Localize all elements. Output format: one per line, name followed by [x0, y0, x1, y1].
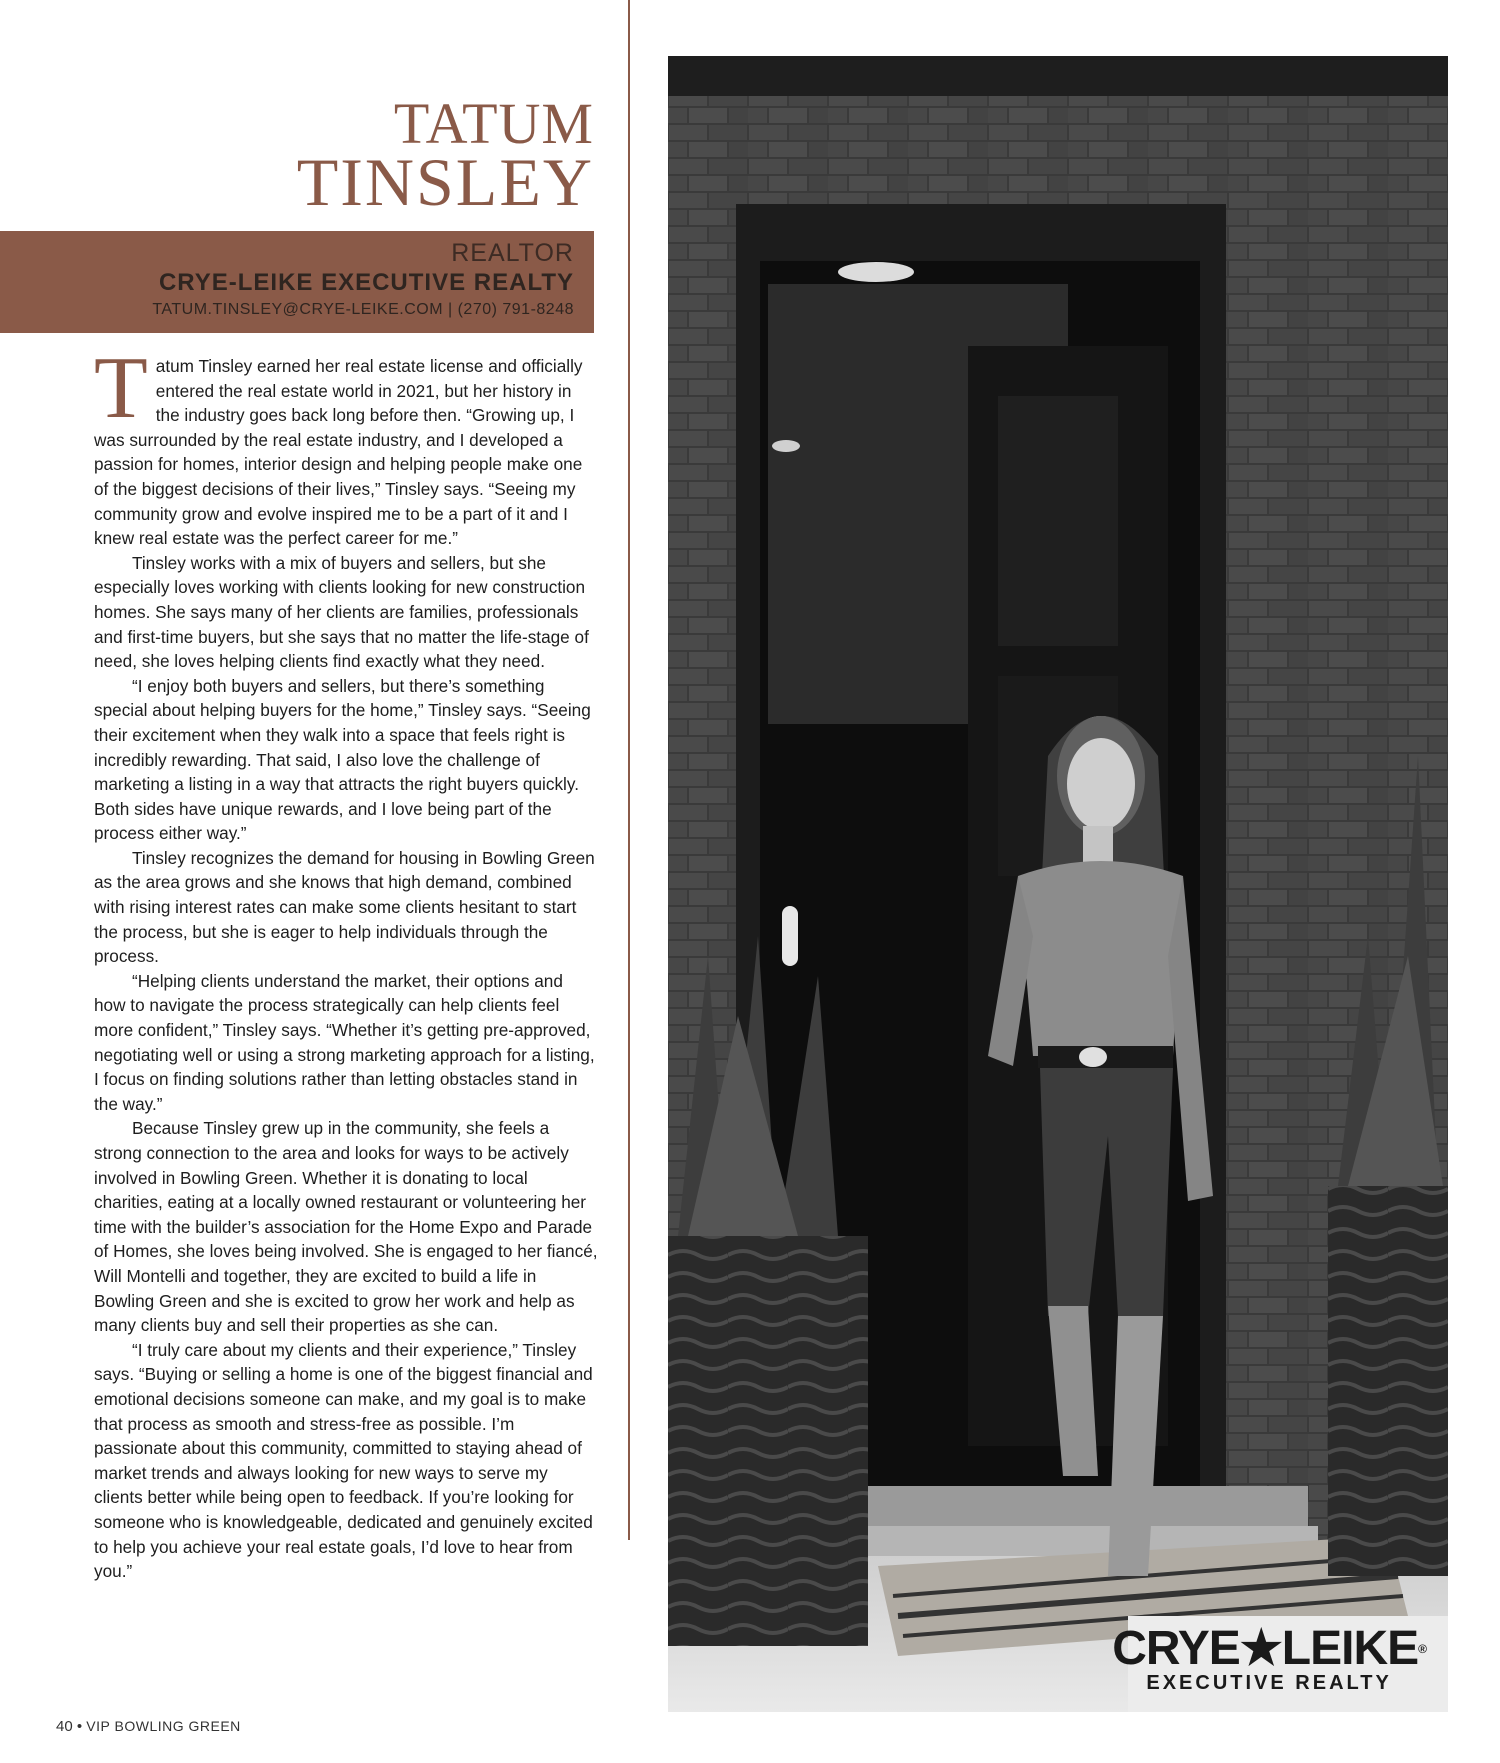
logo-registered-mark: ®: [1418, 1642, 1426, 1656]
agent-last-name: TINSLEY: [296, 144, 594, 220]
logo-subtitle: EXECUTIVE REALTY: [1146, 1672, 1392, 1694]
article-paragraph: “I truly care about my clients and their experience,” Tinsley says. “Buying or selling a home is one of the biggest financial and emotional decisions someone can make, and my goal is to make that process as smooth and stress-free as possible. I’m passionate about this community, committed to staying ahead of market trends and always looking for new ways to serve my clients better while being open to feedback. If you’re looking for someone who is knowledgeable, dedicated and genuinely excited to help you achieve your real estate goals, I’d love to hear from you.”: [94, 1339, 593, 1582]
article-paragraph: Tatum Tinsley earned her real estate license and officially entered the real estate world in 2021, but her history in the industry goes back long before then. “Growing up, I was surrounded by the real estate industry, and I developed a passion for homes, interior design and helping people make one of the biggest decisions of their lives,” Tinsley says. “Seeing my community grow and evolve inspired me to be a part of it and I knew real estate was the perfect career for me.”: [94, 340, 583, 549]
page-footer: [56, 1718, 241, 1735]
logo-wordmark: CRYE★LEIKE®: [1112, 1622, 1426, 1675]
article-paragraph: Tinsley recognizes the demand for housing in Bowling Green as the area grows and she knows that high demand, combined with rising interest rates can make some clients hesitant to start the process, but she is eager to help individuals through the process.: [94, 847, 595, 967]
footer-separator: •: [76, 1718, 83, 1735]
article-paragraph: Because Tinsley grew up in the community, she feels a strong connection to the area and looks for ways to be actively involved in Bowling Green. Whether it is donating to local charities, eating at a locally owned restaurant or volunteering her time with the builder’s association for the Home Expo and Parade of Homes, she loves being involved. She is engaged to her fiancé, Will Montelli and together, they are excited to build a life in Bowling Green and she is excited to grow her work and help as many clients buy and sell their properties as she can.: [94, 1118, 598, 1336]
article-paragraph: Tinsley works with a mix of buyers and sellers, but she especially loves working with clients looking for new construction homes. She says many of her clients are families, professionals and first-time buyers, but she says that no matter the life-stage of need, she loves helping clients find exactly what they need.: [94, 552, 589, 672]
agent-photo: [668, 56, 1448, 1712]
photo-illustration: [668, 56, 1448, 1712]
agent-contact: TATUM.TINSLEY@CRYE-LEIKE.COM | (270) 791-8248: [152, 301, 574, 318]
agent-name: [296, 91, 594, 220]
page-number: 40: [56, 1718, 73, 1735]
article-paragraph: “I enjoy both buyers and sellers, but there’s something special about helping buyers for the home,” Tinsley says. “Seeing their excitement when they walk into a space that feels right is incredibly rewarding. That said, I also love the challenge of marketing a listing in a way that attracts the right buyers quickly. Both sides have unique rewards, and I love being part of the process either way.”: [94, 675, 591, 844]
article-body: [94, 340, 599, 1584]
article-paragraph: “Helping clients understand the market, their options and how to navigate the process strategically can help clients feel more confident,” Tinsley says. “Whether it’s getting pre-approved, negotiating well or using a strong marketing approach for a listing, I focus on finding solutions rather than letting obstacles stand in the way.”: [94, 970, 595, 1114]
crye-leike-logo: [1112, 1622, 1426, 1694]
agent-company: CRYE-LEIKE EXECUTIVE REALTY: [158, 269, 574, 296]
agent-role: REALTOR: [451, 239, 574, 267]
column-divider: [628, 0, 630, 1540]
agent-first-name: TATUM: [393, 91, 594, 156]
publication-name: VIP BOWLING GREEN: [86, 1718, 241, 1734]
drop-cap: T: [94, 340, 148, 437]
agent-info-band: [0, 231, 594, 333]
